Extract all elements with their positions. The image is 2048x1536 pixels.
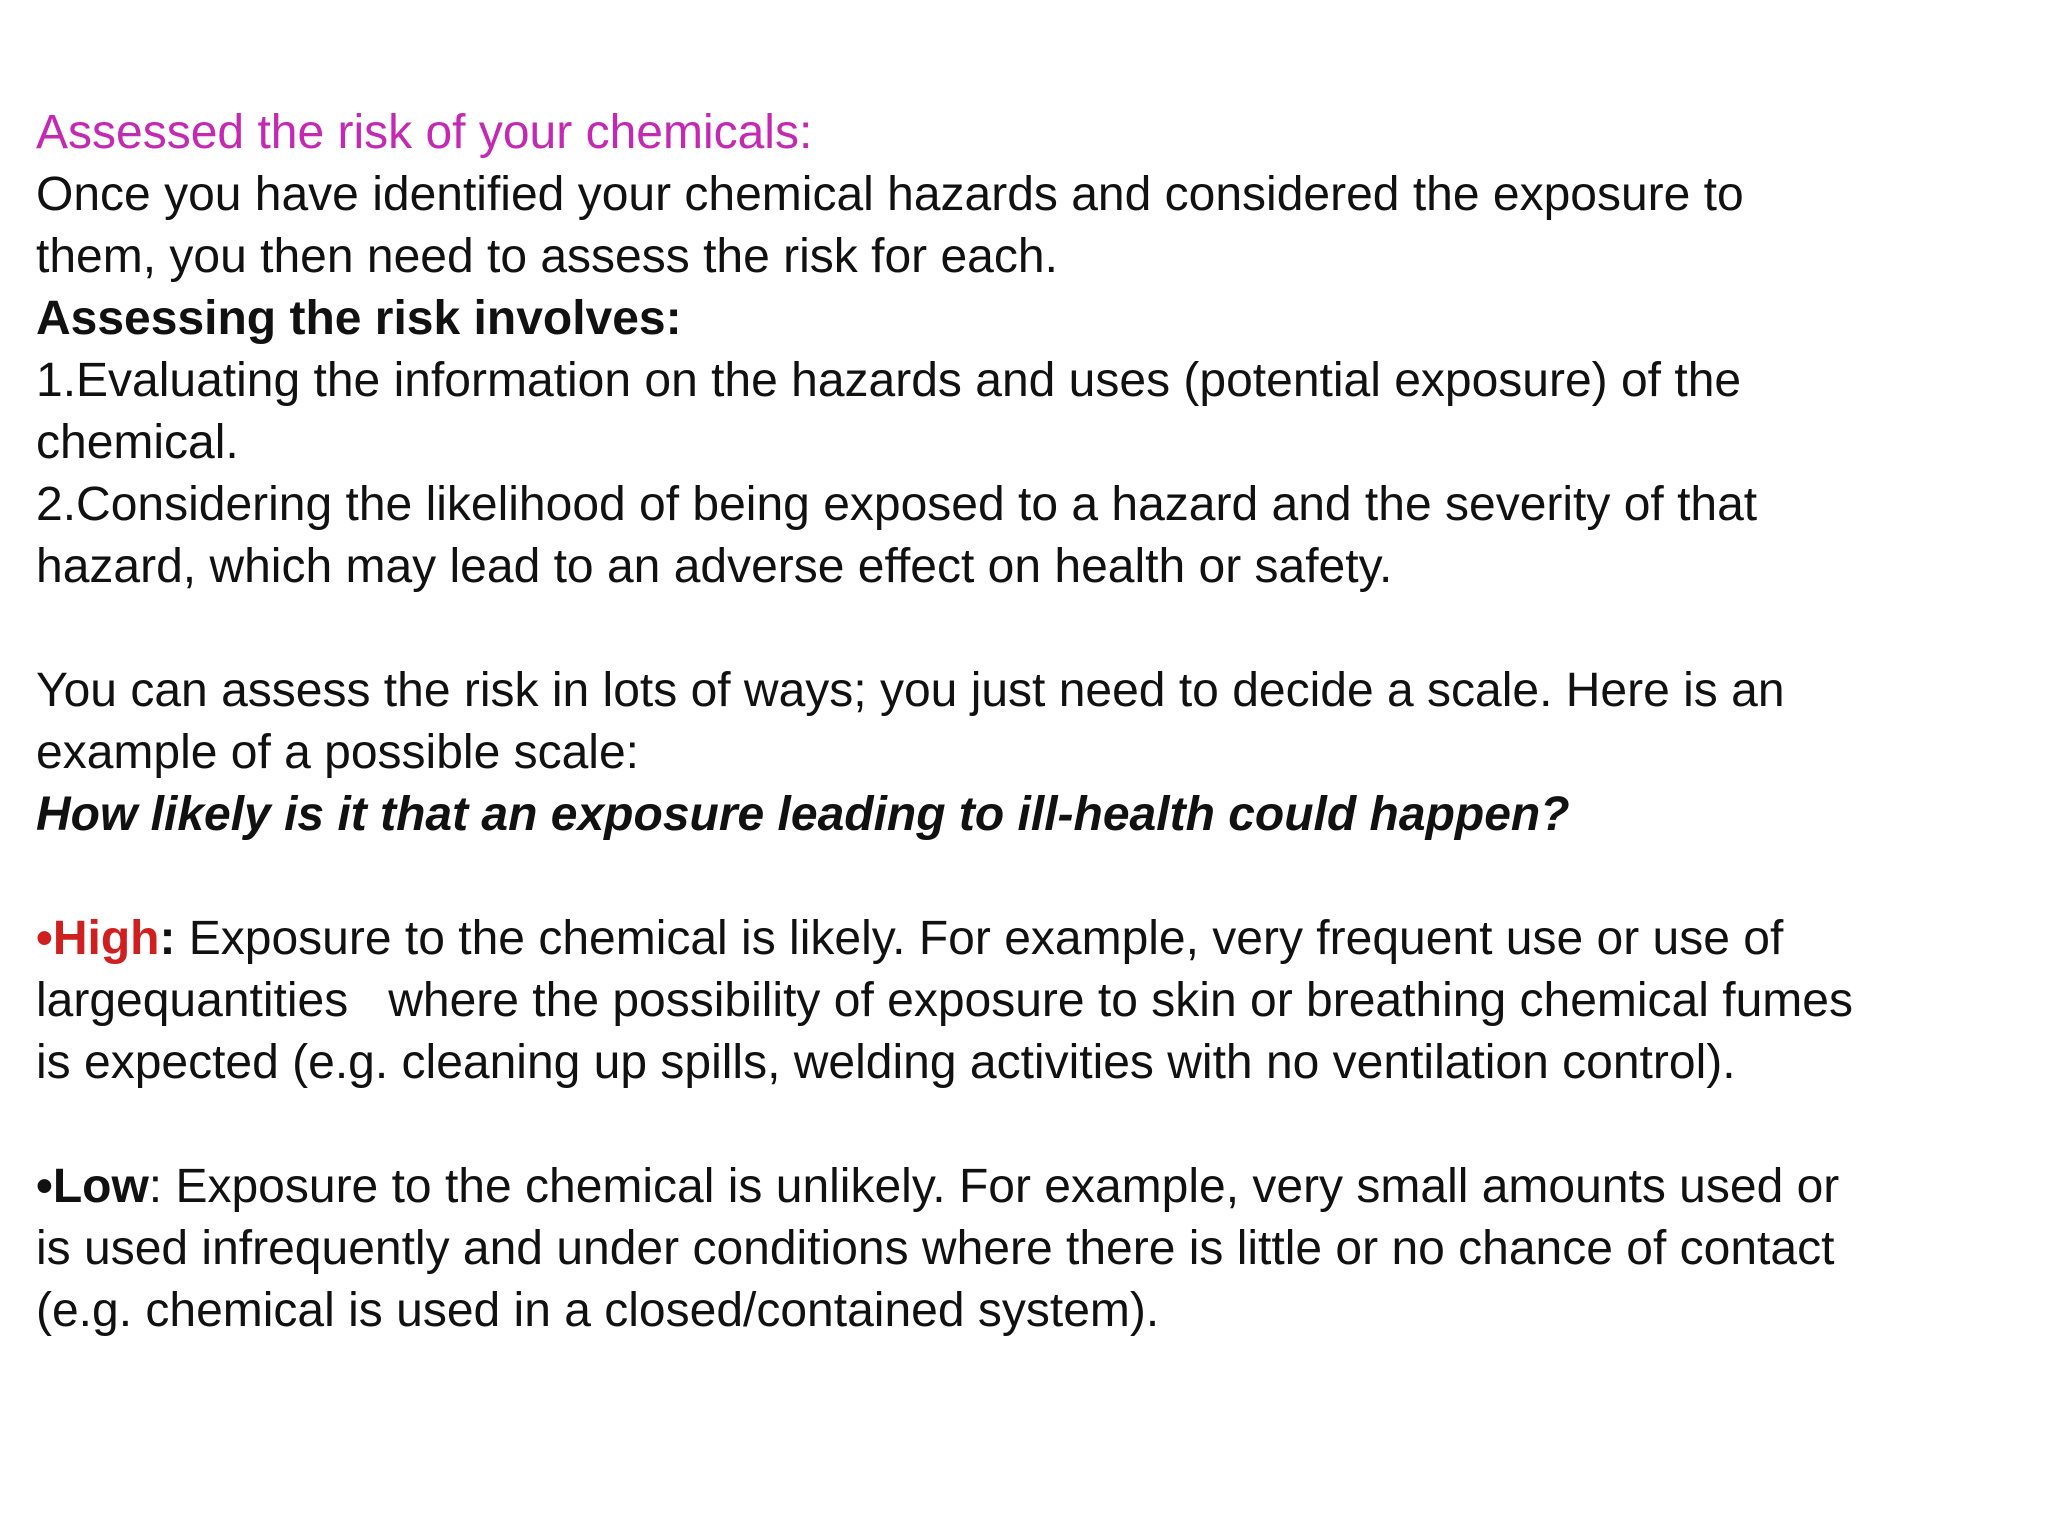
spacer xyxy=(36,598,2026,660)
step-2-line-1: 2.Considering the likelihood of being exposed to a hazard and the severity of that xyxy=(36,478,1758,531)
step-1-line-2: chemical. xyxy=(36,416,239,469)
scale-intro-line-1: You can assess the risk in lots of ways; you just need to decide a scale. Here is an xyxy=(36,664,1785,717)
scale-question: How likely is it that an exposure leading to ill-health could happen? xyxy=(36,788,1570,841)
high-line-3: is expected (e.g. cleaning up spills, welding activities with no ventilation control). xyxy=(36,1036,1736,1089)
high-bullet: • xyxy=(36,912,53,965)
step-1-line-1: 1.Evaluating the information on the hazards and uses (potential exposure) of the xyxy=(36,354,1742,407)
high-text: Exposure to the chemical is likely. For example, very frequent use or use of xyxy=(175,912,1784,965)
low-line-2: is used infrequently and under conditions where there is little or no chance of contact xyxy=(36,1222,1835,1275)
low-text: : Exposure to the chemical is unlikely. For example, very small amounts used or xyxy=(148,1160,1840,1213)
involves-heading: Assessing the risk involves: xyxy=(36,292,682,345)
high-line-2: largequantities where the possibility of exposure to skin or breathing chemical fumes xyxy=(36,974,1853,1027)
intro-line-1: Once you have identified your chemical hazards and considered the exposure to xyxy=(36,168,1744,221)
low-bullet: • xyxy=(36,1160,53,1213)
scale-intro-line-2: example of a possible scale: xyxy=(36,726,639,779)
high-label: High xyxy=(52,912,160,965)
slide-content xyxy=(36,102,2026,1342)
low-line-3: (e.g. chemical is used in a closed/contained system). xyxy=(36,1284,1160,1337)
low-label: Low xyxy=(52,1160,149,1213)
low-line-1 xyxy=(36,1156,2026,1218)
slide-heading: Assessed the risk of your chemicals: xyxy=(36,106,813,159)
intro-line-2: them, you then need to assess the risk for each. xyxy=(36,230,1058,283)
spacer xyxy=(36,846,2026,908)
step-2-line-2: hazard, which may lead to an adverse effect on health or safety. xyxy=(36,540,1393,593)
spacer xyxy=(36,1094,2026,1156)
high-line-1 xyxy=(36,908,2026,970)
high-colon: : xyxy=(159,912,176,965)
